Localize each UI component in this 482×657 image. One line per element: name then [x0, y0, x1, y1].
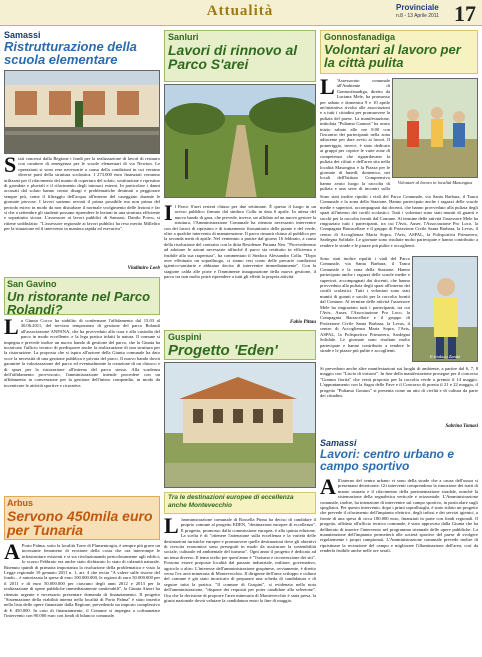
sangavino-kicker: San Gavino	[7, 279, 57, 289]
mayor-photo-image	[413, 257, 478, 362]
gonnos-body-3	[320, 366, 478, 424]
sanluri-kicker: Sanluri	[168, 32, 199, 42]
samassi-body	[4, 156, 160, 268]
sangavino-text: a Giunta Cocco ha stabilito di confermare l'affidamento dal 15.03 al 30.06.2011, del servizio temporaneo di gestione del parco Rolandi all'associazione ANPANA, che ha provveduto alla cura e alla custodia del parco in modo eccellente, e la lega pratica infatti la natura. Il comune si impegna e prevede inoltre un nuovo bando di gestione del parco, che la Giunta ha incaricato l'ufficio tecnico di predisporre anche la realizzazione di una struttura per la ristorazione. La proposta che si ispira all'azione della Giunta comunale ha dato voce la necessità di una gestione pubblica e privata del parco. Il nuovo bando dovrà garantire la valorizzazione del parco ed eventualmente la creazione di un chiosco e di spazi per la ristorazione all'interno del parco stesso. Alla scadenza dell'affidamento provvisorio, l'amministrazione intende procedere con un affidamento in convenzione per la gestione dell'intero compendio, in modo da incentivare le attività sportive e ricreative.	[4, 318, 160, 388]
arbus-text: Porto Palma, sotto la località Torre di Flumentorgiu, è sempre più grave un incessante fenomeno di erosione della costa che ora interrompe le infrastrutture esistenti e si sta rivoluzionando pericolosamente agli edifici; lo scorso Febbraio era anche stato dichiarato lo stato di calamità naturale. Ritenuto quindi di primaria importanza la risoluzione della problematica e visto la Legge regionale 19 gennaio 2011 n. 1, art. 4 che recita "A valere sulle risorse del fondo... è autorizzata la spesa di euro 100.000.000, le regioni di euro 50.000.000 per il 2011 e di euro 50.000.000 per ciascuno degli anni 2012 e 2013 per la realizzazione di opere pubbliche immediatamente cantierabili", la Giunta Atzori ha ritenuto urgente e necessario presentare domanda di finanziamento. Il progetto "Sistemazione della viabilità interna nella località di Porto Palma" è stato inserito nella lista delle opere finanziate dalla Regione, prevedendo un importo complessivo di € 450.000. In caso di finanziamento, il Comune si impegna a cofinanziare l'intervento con 90.000 euro con fondi di bilancio comunale.	[4, 543, 160, 619]
sangavino-dropcap: L	[4, 318, 19, 339]
sangavino-body	[4, 318, 160, 492]
gonnos-text: 'Assessorato comunale all'Ambiente di Gonnosfanadiga, diretto da Luciana Mele, ha promosso per sabato e domenica 9 e 10 aprile un'iniziativa rivolta alle associazioni e a tutti i cittadini per promuovere la pulizia del paese. La manifestazione, intitolata "Puliamo Gonnos" ha avuto inizio sabato alle ore 8.00 con l'incontro dei partecipanti nella zona adiacente per dare avvio ai lavori. Il pomeriggio, invece, è stato dedicato ai gruppi per coprire le varie zone di competenza che riguardavano la pulizia dei rifiuti e dell'area sita nella località Masongius e la Piazza per le giornate di lunedì, domenica, nei locali dell'Istituto Comprensivo hanno avuto luogo la raccolta di pulizia e una serie di incontri sulla	[320, 78, 390, 192]
mayor-caption: Il sindaco Zanda	[429, 354, 461, 359]
park-photo	[164, 84, 316, 198]
guspini-kicker: Guspini	[168, 332, 202, 342]
samassi2-kicker: Samassi	[320, 438, 357, 448]
gonnos-body-2	[320, 194, 478, 256]
section-title: Attualità	[206, 3, 274, 19]
gonnos-body-2-cont	[320, 256, 410, 364]
samassi2-header	[320, 438, 478, 474]
gonnos-text-2-cont: Sono stati inoltre ripuliti i viali del Parco Comunale, via Santa Barbara, il Tanca Comunale e la zona della Stazione. Hanno partecipato anche i ragazzi delle scuole medie e superiori, accompagnati dai docenti, che hanno provveduto alla pulizia degli spazi all'interno dei cortili scolastici. Tutti i volontari sono stati muniti di guanti e sacchi per la raccolta forniti dal Comune. Al termine delle attività l'assessore Mele ha ringraziato tutti i partecipanti, tra cui l'Avis, Auser, l'Associazione Pro Loco, la Compagnia Barracellare e il gruppo di Protezione Civile Santa Barbara, la Levas, il centro di Accoglienza Maria Sopra, l'Avis, ASPAL, la Polisportiva Primavera, Sardegna Solidale. Le giornate sono risultate molto partecipate e hanno contribuito a rendere le strade e le piazze più pulite e accoglienti.	[320, 256, 410, 353]
park-photo-image	[165, 85, 316, 198]
sangavino-headline: Un ristorante nel Parco Rolandi?	[7, 289, 151, 317]
samassi-headline: Ristrutturazione della scuola elementare	[4, 39, 137, 67]
gonnos-kicker: Gonnosfanadiga	[324, 32, 396, 42]
arbus-header-box	[4, 496, 160, 540]
progetti-body	[164, 517, 316, 655]
sanluri-signature: Fabio Pittau	[290, 320, 316, 325]
newspaper-brand: Provinciale	[396, 3, 439, 12]
arbus-body	[4, 543, 160, 655]
progetti-dropcap: L	[164, 517, 179, 538]
school-photo-image	[5, 71, 160, 154]
gonnos-body	[320, 78, 390, 192]
mine-photo-image	[165, 363, 316, 488]
samassi-kicker: Samassi	[4, 30, 41, 40]
sanluri-body	[164, 204, 316, 320]
samassi-signature: Vladimiro Loeb	[127, 266, 160, 271]
volunteers-caption: Volontari al lavoro in località Masongius	[397, 180, 473, 185]
samassi2-headline: Lavori: centro urbano e campo sportivo	[320, 447, 455, 473]
sanluri-text: l Parco S'arei resterà chiuso per due settimane. È questo il luogo in un avviso pubblico firmato dal sindaco Collu in data 6 aprile. In attesa del nuovo bando di gara, che prevede, invece, un affidato ad un nuovo gestore la struttura, l'Amministrazione Comunale ha ritenuto necessario intervenire con dei lavori di ripristino e di trattamento fitosanitario delle piante e del verde, oltre a qualche intervento di manutenzione. Il parco rimarrà chiuso al pubblico per la seconda metà di aprile. Nel ventennio a partire dal giorno 16 febbraio, a causa della risoluzione del contratto con la ditta Residenze Puttana Nea. "Provvederemo ad adottare le azioni necessarie affinché il parco sia restituito in efficienza e fruibile alla sua riapertura", ha commentato il Sindaco Alessandro Collu. "Dopo aver effettuato un sopralluogo, ci siamo resi conto delle precarie condizioni igienico-sanitarie e abbiamo deciso di intervenire immediatamente". Con la stagione calda alle porte e l'imminente inaugurazione della nuova gestione, il parco tra non molto potrà riprendere a tutti gli effetti la propria attività.	[164, 204, 316, 280]
samassi-dropcap: S	[4, 156, 17, 177]
arbus-kicker: Arbus	[7, 498, 34, 508]
volunteers-photo	[392, 78, 478, 178]
gonnos-dropcap: L	[320, 78, 335, 99]
guspini-header-box	[164, 330, 316, 360]
samassi2-body	[320, 478, 478, 654]
volunteers-photo-image	[393, 79, 478, 178]
samassi2-text: ll'interno del centro urbano vi sono della strade che a causa dell'usura si presentano deteriorate. Gli interventi comprendono la rimozione dei tratti di manto usurato e il rifacimento della pavimentazione stradale, nonché la sistemazione della segnaletica verticale e orizzontale. L'Amministrazione comunale, inoltre, ha intenzione di intervenire sul campo sportivo, in particolare sugli spogliatoi. Per questo intervento, dopo i primi sopralluoghi, è stato stilato un progetto che prevede il rifacimento dell'impianto elettrico, degli infissi e dei servizi igienici, a fronte di una spesa di circa 180.000 euro, finanziati in parte con fondi regionali. Il progetto, affidato all'ufficio tecnico comunale, è stato approvato dalla Giunta che ha deliberato di inserire l'intervento nel programma triennale delle opere pubbliche. La manutenzione dell'impianto permetterà alle società sportive del paese di svolgere regolarmente i propri campionati. L'Amministrazione comunale prevede inoltre di ripristinare la recinzione del campo e migliorare l'illuminazione dell'area, così da renderla fruibile anche nelle ore serali.	[320, 478, 478, 554]
guspini-headline: Progetto 'Eden'	[168, 342, 278, 359]
issue-date: n.8 - 13 Aprile 2011	[396, 13, 439, 19]
gonnos-signature: Sabrina Tomasi	[445, 424, 478, 429]
arbus-dropcap: A	[4, 543, 20, 564]
mine-photo	[164, 362, 316, 488]
gonnos-text-3: Si prevedono anche altre manifestazioni sui luoghi di ambiente, a partire dal 6, 7, 8 maggio con "Liscio di virtuosi". In fine della manifestazione prosegue per il concorso "Gonnos fiorita" che verrà proposto per la raccolta verde a premio il 14 maggio. L'appuntamento con la Sagra delle Fave e il Concorso di poesia il 21 e 22 maggio, il progetto "Puliamo Gonnos" si presenta come un atto di civiltà e di cultura da parte dei cittadini.	[320, 366, 478, 399]
sanluri-headline: Lavori di rinnovo al Parco S'arei	[168, 42, 298, 72]
gonnos-text-2: Sono stati inoltre ripuliti i viali del Parco Comunale, via Santa Barbara, il Tanca Comunale e la zona della Stazione. Hanno partecipato anche i ragazzi delle scuole medie e superiori, accompagnati dai docenti, che hanno provveduto alla pulizia degli spazi all'interno dei cortili scolastici. Tutti i volontari sono stati muniti di guanti e sacchi per la raccolta forniti dal Comune. Al termine delle attività l'assessore Mele ha ringraziato tutti i partecipanti, tra cui l'Avis, Auser, l'Associazione Pro Loco, la Compagnia Barracellare e il gruppo di Protezione Civile Santa Barbara, la Levas, il centro di Accoglienza Maria Sopra, l'Avis, ASPAL, la Polisportiva Primavera, Sardegna Solidale. Le giornate sono risultate molto partecipate e hanno contribuito a rendere le strade e le piazze più pulite e accoglienti.	[320, 194, 478, 248]
page-number: 17	[454, 1, 476, 26]
mayor-photo	[412, 256, 478, 362]
school-photo	[4, 70, 160, 154]
sanluri-header-box	[164, 30, 316, 82]
samassi2-dropcap: A	[320, 478, 336, 499]
sangavino-header-box	[4, 277, 160, 315]
article-samassi-header	[4, 30, 160, 67]
gonnos-header-box	[320, 30, 478, 74]
samassi-text: tati concessi dalla Regione i fondi per la realizzazione di lavori di restauro con carattere di emergenza per le scuole elementari di via Newton. Le operazioni si sono rese necessarie a causa della condizioni in cui versano diverse parti della struttura scolastica. I 273.000 euro finanziati verranno utilizzati per il rifacimento del manto di copertura del solaio, sostituzione e ripristino di grondaie e pluviali e il rifacimento degli intonaci esterni. In particolare i danni accusati dal solaio hanno creato disagi e problematiche destinati a peggiorare sempre più, come il filtraggio dell'acqua all'interno del caseggiato durante le giornate piovose. I lavori saranno avviati il prima possibile ma non prima del periodo estivo in modo da non disturbare il normale svolgimento delle lezioni e far sì che a settembre gli studenti possano riprendere le lezioni in una struttura efficiente e soprattutto sicura. L'assessore ai lavori pubblici di Samassi, Danilo Porcu, si ritiene soddisfatto: "L'assessore regionale ai lavori pubblici ha reso merito Milleliro per la situazione ed il intervento in maniera rapida ed esecutiva".	[4, 156, 160, 232]
progetti-header-box	[164, 492, 316, 514]
arbus-headline: Servono 450mila euro per Tunaria	[7, 508, 153, 538]
progetti-text: 'amministrazione comunale di Rossella Pinna ha deciso di candidare il proprio comune al progetto EDEN, "destinazioni europee di eccellenza". Il progetto, promosso dalla commissione europea, è alla quinta edizione. La scelta è di "ottenere l'attenzione sulla eccellenza e la varietà delle destinazioni turistiche europee e promuovere quelle destinazioni dove gli obiettivi di crescita economica sono perseguiti in modo da assicurare la sostenibilità sociale, culturale ed ambientale del turismo". Ogni anno il progetto è dedicato ad un tema diverso. Il tema scelto per quest'anno è "Turismo e riconversione dei siti". Possono essere proposte località dal passato industriale, militare, governativo, agricolo o altro. L'interesse dell'amministrazione guspinese, ovviamente, è diretto verso l'ex area mineraria di Montevecchio. Il dirigente dell'area sviluppo e cultura del comune è già stato incaricato di preparare una scheda di candidatura e di seguire tutta la pratica. "Il comune di Guspini", si evidenzia nella nota dell'amministrazione, "dispone dei requisiti per poter candidare alla selezione". Ora che la decisione di proporre l'area mineraria di Montevecchio è stata presa, la giuria nazionale dovrà valutare la candidatura entro la fine di maggio.	[164, 517, 316, 604]
gonnos-headline: Volontari al lavoro per la città pulita	[324, 42, 461, 70]
sanluri-dropcap: I	[164, 204, 173, 225]
progetti-kicker: Tra le destinazioni europee di eccellenza anche Montevecchio	[168, 494, 294, 509]
